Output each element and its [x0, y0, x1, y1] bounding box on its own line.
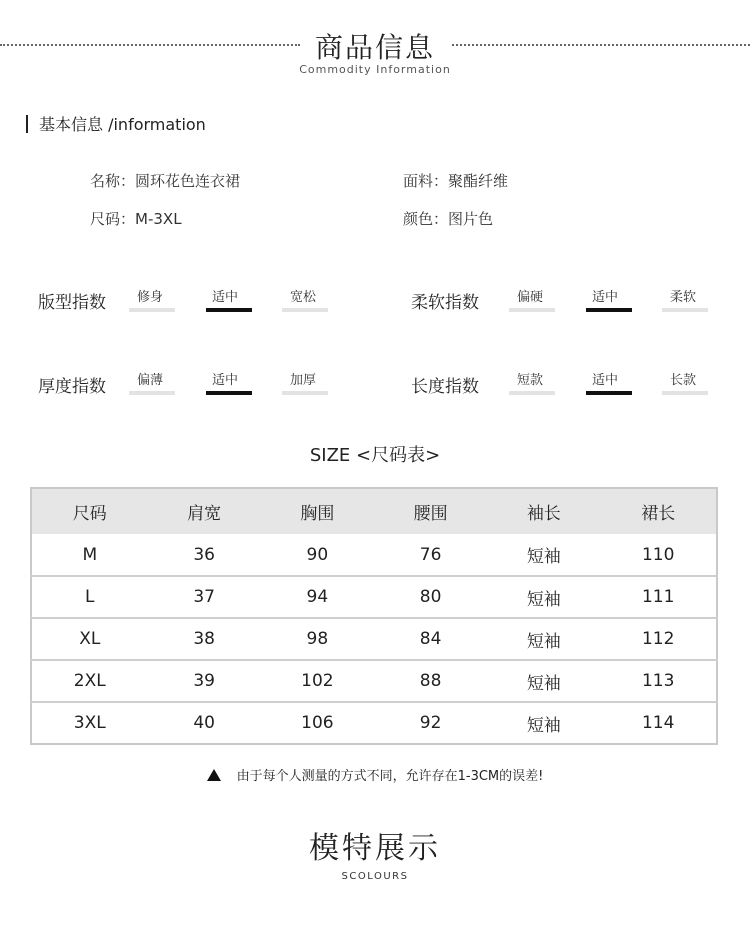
info-label: 名称： [90, 172, 136, 190]
length-option-1: 短款 [509, 369, 555, 395]
table-cell: 94 [261, 576, 374, 618]
info-label: 颜色： [403, 210, 449, 228]
table-cell: 106 [261, 702, 374, 744]
page-subtitle: Commodity Information [299, 63, 451, 76]
table-cell: 88 [374, 660, 487, 702]
measurement-note [0, 765, 750, 784]
length-option-3: 长款 [662, 369, 708, 395]
header-cell: 裙长 [600, 488, 717, 534]
info-label: 面料： [403, 172, 449, 190]
table-cell: 38 [148, 618, 261, 660]
thickness-option-3: 加厚 [282, 369, 328, 395]
table-cell: 90 [306, 544, 329, 565]
header-cell: 腰围 [374, 488, 487, 534]
warning-icon [207, 769, 221, 781]
info-value: 聚酯纤维 [448, 172, 509, 190]
basic-info-heading-text: 基本信息 /information [39, 115, 206, 134]
info-fabric [403, 170, 508, 191]
table-cell: 短袖 [487, 660, 600, 702]
length-option-2-selected: 适中 [586, 369, 632, 395]
table-cell: 40 [148, 702, 261, 744]
table-cell: 92 [374, 702, 487, 744]
table-cell: 114 [600, 702, 717, 744]
table-cell: 76 [419, 544, 442, 565]
table-cell: 短袖 [487, 618, 600, 660]
model-section-subtitle: SCOLOURS [341, 871, 409, 882]
table-cell: 98 [261, 618, 374, 660]
header-cell: 肩宽 [148, 488, 261, 534]
size-table-header-row [31, 488, 717, 534]
info-size [90, 208, 182, 229]
thickness-option-2-selected: 适中 [206, 369, 252, 395]
table-row [31, 660, 717, 702]
header-cell: 尺码 [31, 488, 148, 534]
info-value: M-3XL [135, 210, 182, 228]
thickness-index-label: 厚度指数 [38, 377, 106, 397]
info-color [403, 208, 493, 229]
softness-index-label: 柔软指数 [411, 293, 479, 313]
table-cell: L [31, 576, 148, 618]
size-table-title: SIZE <尺码表> [309, 445, 441, 466]
heading-bar [26, 115, 28, 133]
table-cell: M [82, 544, 98, 565]
table-cell: 3XL [31, 702, 148, 744]
size-table [30, 487, 718, 745]
fit-index-label: 版型指数 [38, 293, 106, 313]
thickness-option-1: 偏薄 [129, 369, 175, 395]
softness-option-2-selected: 适中 [586, 286, 632, 312]
fit-option-2-selected: 适中 [206, 286, 252, 312]
table-cell: XL [31, 618, 148, 660]
table-cell: 110 [641, 544, 675, 565]
table-cell: 113 [600, 660, 717, 702]
table-row [31, 618, 717, 660]
fit-option-3: 宽松 [282, 286, 328, 312]
info-value: 图片色 [448, 210, 494, 228]
length-index-label: 长度指数 [411, 377, 479, 397]
table-row [31, 702, 717, 744]
table-cell: 80 [374, 576, 487, 618]
model-section-title: 模特展示 [309, 831, 441, 866]
info-name [90, 170, 240, 191]
table-cell: 84 [374, 618, 487, 660]
table-cell: 短袖 [526, 547, 561, 567]
table-cell: 2XL [31, 660, 148, 702]
table-row [31, 576, 717, 618]
info-label: 尺码： [90, 210, 136, 228]
page-title: 商品信息 [314, 31, 435, 64]
table-cell: 短袖 [487, 702, 600, 744]
fit-option-1: 修身 [129, 286, 175, 312]
table-cell: 112 [600, 618, 717, 660]
softness-option-1: 偏硬 [509, 286, 555, 312]
table-cell: 36 [193, 544, 215, 565]
table-cell: 111 [600, 576, 717, 618]
table-cell: 短袖 [487, 576, 600, 618]
basic-info-heading [26, 112, 206, 135]
table-cell: 37 [148, 576, 261, 618]
header-cell: 袖长 [487, 488, 600, 534]
measurement-note-text: 由于每个人测量的方式不同，允许存在1-3CM的误差! [236, 769, 544, 784]
header-cell: 胸围 [261, 488, 374, 534]
softness-option-3: 柔软 [662, 286, 708, 312]
table-row [31, 534, 717, 576]
table-cell: 39 [148, 660, 261, 702]
info-value: 圆环花色连衣裙 [135, 172, 241, 190]
table-cell: 102 [261, 660, 374, 702]
